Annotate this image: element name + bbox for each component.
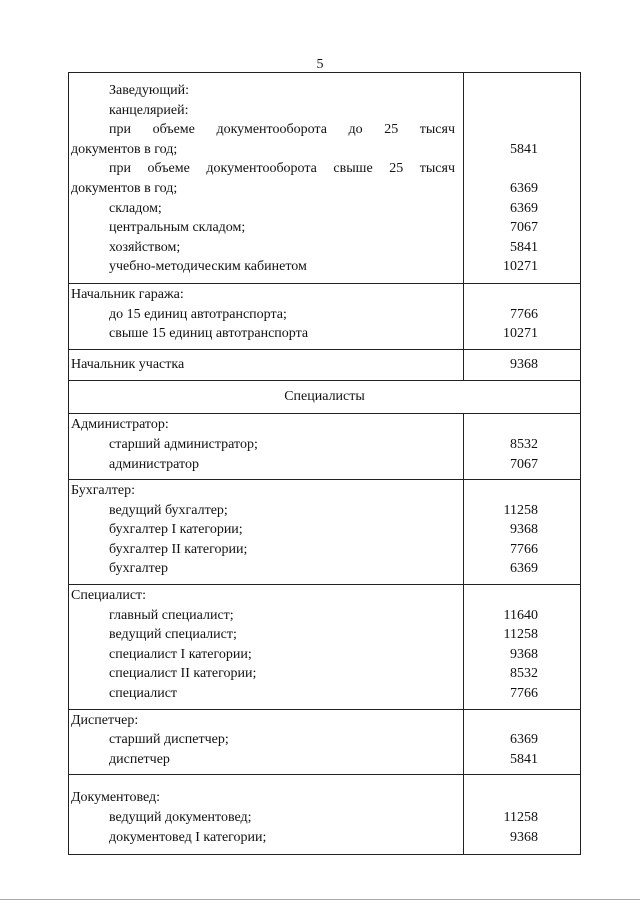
table-row [69,559,580,579]
salary-value: 9368 [510,522,538,538]
position-label: бухгалтер [109,561,168,577]
salary-value [463,481,580,501]
table-group [69,350,580,382]
position-label: канцелярией: [109,102,189,118]
salary-value [463,159,580,179]
table-group [69,710,580,776]
position-label: Специалист: [71,588,147,604]
salary-value: 6369 [510,180,538,196]
position-label: складом; [109,200,162,216]
position-label: специалист I категории; [109,646,252,662]
bottom-divider [0,899,640,900]
table-group [69,480,580,585]
table-row [69,355,580,375]
table-row [69,285,580,305]
salary-value: 8532 [510,436,538,452]
salary-value: 11258 [503,502,538,518]
table-group [69,284,580,350]
table-row [69,540,580,560]
table-row [69,828,580,848]
position-label: администратор [109,456,199,472]
salary-value [463,788,580,808]
table-row [69,159,580,179]
table-row [69,199,580,219]
table-row [69,586,580,606]
table-row [69,101,580,121]
table-row [69,730,580,750]
salary-value: 7067 [510,220,538,236]
table-row [69,684,580,704]
position-label: главный специалист; [109,607,234,623]
salary-value: 5841 [510,239,538,255]
position-label: Заведующий: [109,83,190,98]
table-row [69,257,580,277]
section-header-row [69,381,580,414]
table-row [69,455,580,475]
salary-table [68,72,581,855]
salary-value: 5841 [510,751,538,767]
salary-value [463,101,580,121]
position-label: при объеме документооборота до 25 тысяч [109,122,455,138]
salary-value: 11258 [503,810,538,825]
position-label: хозяйством; [109,239,181,255]
position-label: Начальник участка [71,356,185,372]
position-label: ведущий специалист; [109,627,237,643]
table-row [69,808,580,828]
table-row [69,606,580,626]
salary-value: 6369 [510,200,538,216]
table-row [69,520,580,540]
table-row [69,140,580,160]
salary-value: 10271 [503,259,538,275]
table-group [69,73,580,284]
salary-value: 9368 [510,829,538,845]
table-row [69,481,580,501]
position-label: ведущий бухгалтер; [109,502,228,518]
position-label: Начальник гаража: [71,286,184,302]
table-row [69,435,580,455]
salary-value: 8532 [510,666,538,682]
position-label: при объеме документооборота свыше 25 тысяч [109,161,455,177]
table-row [69,625,580,645]
salary-value [463,711,580,731]
table-row [69,415,580,435]
salary-value: 7766 [510,306,538,322]
position-label: учебно-методическим кабинетом [109,259,307,275]
position-label: старший диспетчер; [109,732,229,748]
table-row [69,324,580,344]
table-group [69,585,580,710]
salary-value [463,285,580,305]
salary-value: 7766 [510,541,538,557]
salary-value: 6369 [510,561,538,577]
table-row [69,81,580,101]
salary-value: 7766 [510,686,538,702]
section-title: Специалисты [284,389,365,405]
table-row [69,179,580,199]
position-label: старший администратор; [109,436,258,452]
position-label: документовед I категории; [109,829,267,845]
salary-value: 7067 [510,456,538,472]
salary-value: 6369 [510,732,538,748]
table-row [69,120,580,140]
position-label: свыше 15 единиц автотранспорта [109,326,309,342]
position-label: Бухгалтер: [71,483,135,499]
salary-value [463,120,580,140]
salary-value: 5841 [510,141,538,157]
table-row [69,501,580,521]
salary-value [463,81,580,101]
table-row [69,305,580,325]
position-label: бухгалтер II категории; [109,541,248,557]
position-label: документов в год; [71,180,178,196]
salary-value [463,415,580,435]
table-group [69,414,580,480]
salary-value: 11258 [503,627,538,643]
table-row [69,750,580,770]
position-label: документов в год; [71,141,178,157]
position-label: до 15 единиц автотранспорта; [109,306,287,322]
table-row [69,218,580,238]
salary-value: 10271 [503,326,538,342]
position-label: ведущий документовед; [109,810,252,825]
position-label: специалист [109,686,178,702]
position-label: диспетчер [109,751,170,767]
table-group [69,775,580,854]
position-label: центральным складом; [109,220,246,236]
table-row [69,788,580,808]
table-row [69,711,580,731]
salary-value: 9368 [510,356,538,372]
position-label: Диспетчер: [71,712,139,728]
position-label: Документовед: [71,790,161,806]
table-row [69,238,580,258]
salary-value: 11640 [503,607,538,623]
position-label: специалист II категории; [109,666,257,682]
salary-value [463,586,580,606]
table-row [69,645,580,665]
position-label: бухгалтер I категории; [109,522,243,538]
table-row [69,664,580,684]
salary-value: 9368 [510,646,538,662]
position-label: Администратор: [71,417,169,433]
page-number: 5 [316,57,324,72]
